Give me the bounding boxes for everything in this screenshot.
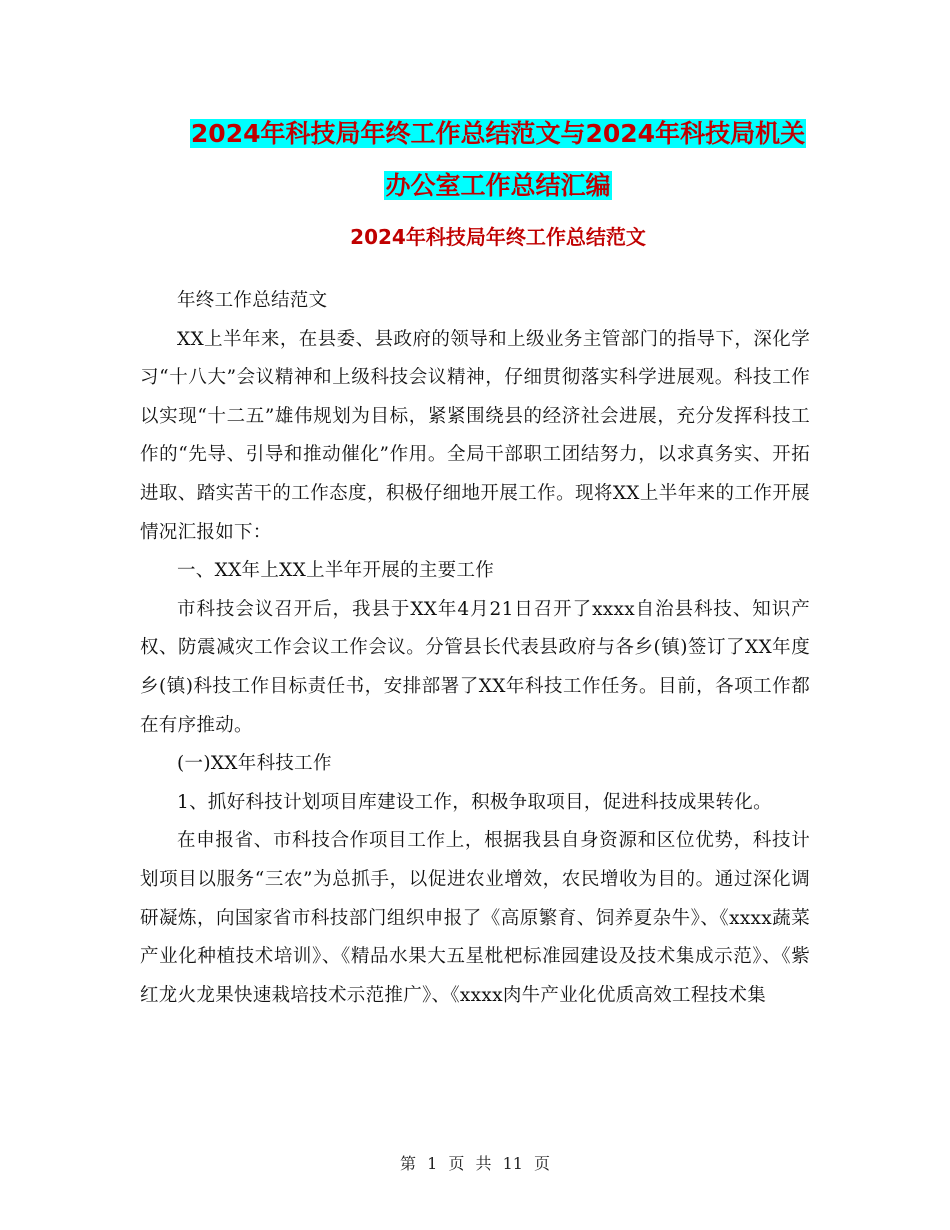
paragraph-subsection-heading: (一)XX年科技工作 bbox=[177, 753, 332, 775]
paragraph-projects: 在申报省、市科技合作项目工作上，根据我县自身资源和区位优势，科技计划项目以服务“三农”为总抓手，以促进农业增效，农民增收为目的。通过深化调研凝炼，向国家省市科技部门组织申报了《高原繁育、饲养夏杂牛》、《xxxx蔬菜产业化种植技术培训》、《精品水果大五星枇杷标准园建设及技术集成示范》、《紫红龙火龙果快速栽培技术示范推广》、《xxxx肉牛产业化优质高效工程技术集 bbox=[140, 830, 810, 1006]
footer-current-page: 1 bbox=[427, 1154, 438, 1173]
paragraph-meeting: 市科技会议召开后，我县于XX年4月21日召开了xxxx自治县科技、知识产权、防震减灾工作会议工作会议。分管县长代表县政府与各乡(镇)签订了XX年度乡(镇)科技工作目标责任书，安排部署了XX年科技工作任务。目前，各项工作都在有序推动。 bbox=[140, 598, 810, 736]
paragraph-heading: 年终工作总结范文 bbox=[177, 290, 328, 311]
document-title-line-2: 办公室工作总结汇编 bbox=[385, 171, 611, 200]
paragraph-intro: XX上半年来，在县委、县政府的领导和上级业务主管部门的指导下，深化学习“十八大”会议精神和上级科技会议精神，仔细贯彻落实科学进展观。科技工作以实现“十二五”雄伟规划为目标，紧紧围绕县的经济社会进展，充分发挥科技工作的“先导、引导和推动催化”作用。全局干部职工团结努力，以求真务实、开拓进取、踏实苦干的工作态度，积极仔细地开展工作。现将XX上半年来的工作开展情况汇报如下： bbox=[140, 328, 810, 543]
footer-label-page-unit: 页 bbox=[448, 1154, 465, 1173]
document-title-line-1: 2024年科技局年终工作总结范文与2024年科技局机关 bbox=[190, 119, 806, 148]
page-footer bbox=[0, 1152, 950, 1176]
footer-label-page: 第 bbox=[399, 1154, 416, 1173]
footer-label-total-unit: 页 bbox=[534, 1154, 551, 1173]
document-title bbox=[140, 108, 856, 212]
footer-total-pages: 11 bbox=[502, 1154, 523, 1173]
document-body bbox=[140, 282, 810, 1015]
paragraph-section-heading: 一、XX年上XX上半年开展的主要工作 bbox=[177, 560, 495, 582]
footer-label-total: 共 bbox=[475, 1154, 492, 1173]
paragraph-item-1: 1、抓好科技计划项目库建设工作，积极争取项目，促进科技成果转化。 bbox=[177, 791, 772, 813]
section-title: 2024年科技局年终工作总结范文 bbox=[350, 225, 646, 249]
